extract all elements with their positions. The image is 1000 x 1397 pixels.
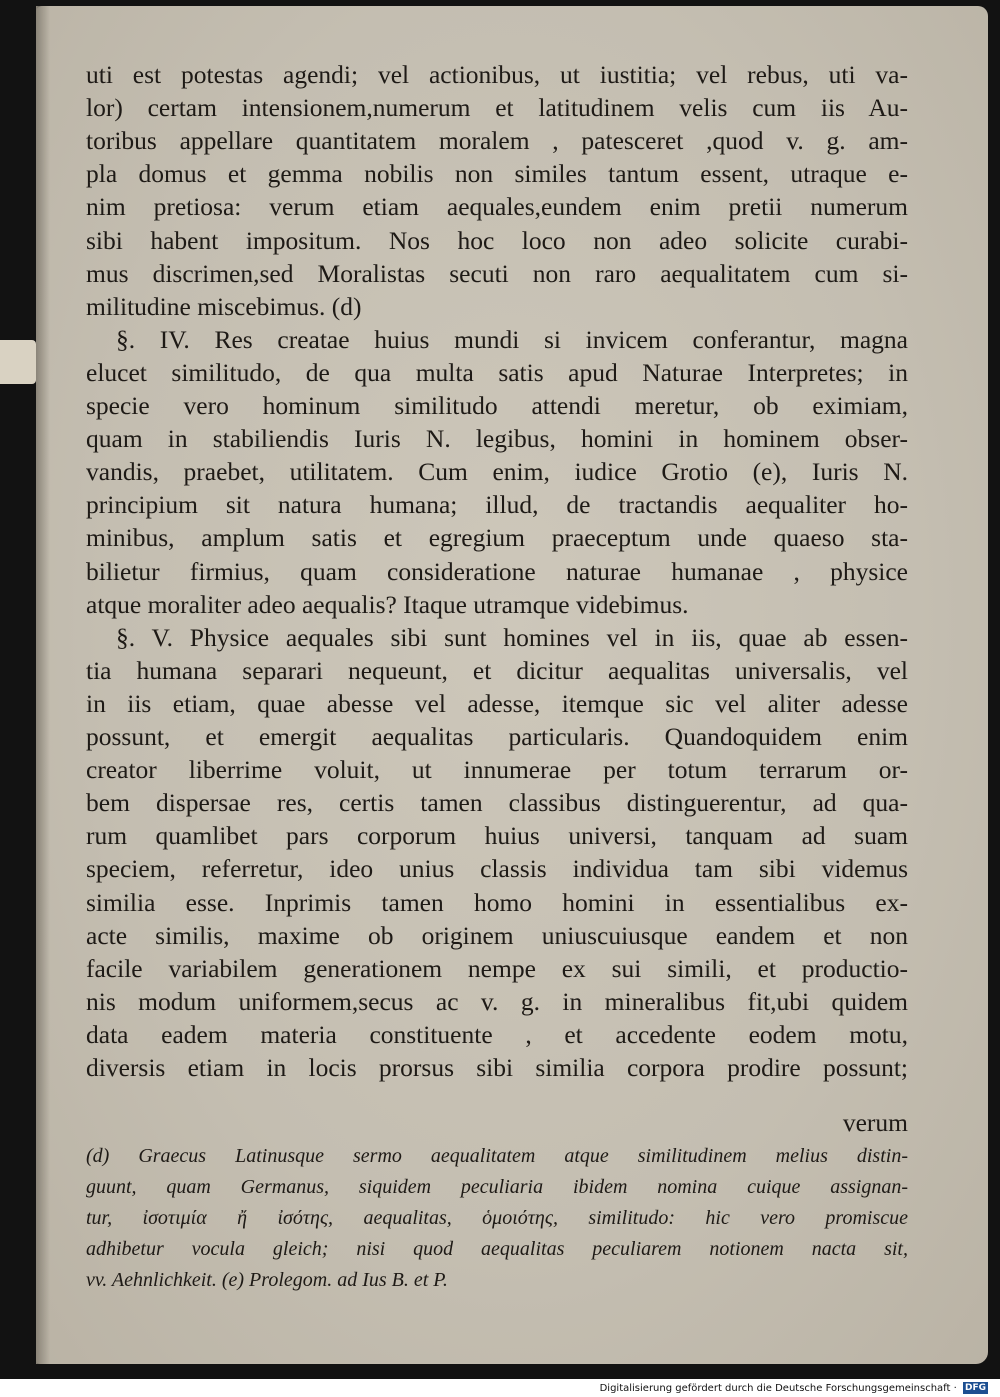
footnote-line: adhibetur vocula gleich; nisi quod aequalitas peculiarem notionem nacta sit,	[86, 1238, 908, 1260]
page-binding-shadow	[36, 6, 50, 1364]
footnote-line: (d) Graecus Latinusque sermo aequalitatem atque similitudinem melius distin-	[86, 1145, 908, 1167]
text-line: creator liberrime voluit, ut innumerae per totum terrarum or-	[86, 755, 908, 785]
text-line: uti est potestas agendi; vel actionibus, ut iustitia; vel rebus, uti va-	[86, 60, 908, 89]
text-line: minibus, amplum satis et egregium praeceptum unde quaeso sta-	[86, 523, 908, 553]
credit-text: Digitalisierung gefördert durch die Deutsche Forschungsgemeinschaft ·	[599, 1383, 957, 1394]
text-line: §. V. Physice aequales sibi sunt homines vel in iis, quae ab essen-	[116, 622, 908, 652]
catchword: verum	[842, 1108, 908, 1137]
text-line: rum quamlibet pars corporum huius universi, tanquam ad suam	[86, 821, 908, 851]
text-line: diversis etiam in locis prorsus sibi similia corpora prodire possunt;	[86, 1053, 908, 1082]
text-line: pla domus et gemma nobilis non similes tantum essent, utraque e-	[86, 159, 908, 189]
text-line: nis modum uniformem,secus ac v. g. in mineralibus fit,ubi quidem	[86, 986, 908, 1016]
text-line: specie vero hominum similitudo attendi meretur, ob eximiam,	[86, 391, 908, 420]
text-line: facile variabilem generationem nempe ex sui simili, et productio-	[86, 953, 908, 983]
text-line: elucet similitudo, de qua multa satis apud Naturae Interpretes; in	[86, 357, 908, 387]
footnote-line: vv. Aehnlichkeit. (e) Prolegom. ad Ius B. et P.	[86, 1269, 448, 1291]
text-line: mus discrimen,sed Moralistas secuti non raro aequalitatem cum si-	[86, 258, 908, 288]
text-line: bem dispersae res, certis tamen classibus distinguerentur, ad qua-	[86, 788, 908, 818]
dfg-logo: DFG	[964, 1383, 986, 1393]
footnote-line: tur, ἰσοτιμία ἤ ἰσότης, aequalitas, ὁμοιότης, similitudo: hic vero promiscue	[86, 1207, 908, 1229]
text-line: tia humana separari nequeunt, et dicitur aequalitas universalis, vel	[86, 655, 908, 685]
text-line: vandis, praebet, utilitatem. Cum enim, iudice Grotio (e), Iuris N.	[86, 457, 908, 487]
paper-tab	[0, 340, 36, 384]
text-line: militudine miscebimus. (d)	[86, 291, 362, 321]
text-line: §. IV. Res creatae huius mundi si invicem conferantur, magna	[116, 324, 908, 354]
text-line: in iis etiam, quae abesse vel adesse, itemque sic vel aliter adesse	[86, 688, 908, 718]
footnote-line: guunt, quam Germanus, siquidem peculiaria ibidem nomina cuique assignan-	[86, 1176, 908, 1198]
text-line: data eadem materia constituente , et accedente eodem motu,	[86, 1019, 908, 1049]
text-line: bilietur firmius, quam consideratione naturae humanae , physice	[86, 556, 908, 586]
text-line: sibi habent impositum. Nos hoc loco non adeo solicite curabi-	[86, 225, 908, 255]
text-line: lor) certam intensionem,numerum et latitudinem velis cum iis Au-	[86, 93, 908, 123]
text-line: principium sit natura humana; illud, de tractandis aequaliter ho-	[86, 490, 908, 520]
text-line: atque moraliter adeo aequalis? Itaque utramque videbimus.	[86, 589, 689, 619]
text-line: toribus appellare quantitatem moralem , patesceret ,quod v. g. am-	[86, 126, 908, 156]
text-line: speciem, referretur, ideo unius classis individua tam sibi videmus	[86, 854, 908, 884]
text-line: quam in stabiliendis Iuris N. legibus, homini in hominem obser-	[86, 424, 908, 454]
text-line: possunt, et emergit aequalitas particularis. Quandoquidem enim	[86, 722, 908, 751]
text-line: acte similis, maxime ob originem uniuscuiusque eandem et non	[86, 920, 908, 950]
digitization-credit	[600, 1382, 988, 1396]
text-line: nim pretiosa: verum etiam aequales,eundem enim pretii numerum	[86, 192, 908, 222]
text-line: similia esse. Inprimis tamen homo homini in essentialibus ex-	[86, 887, 908, 917]
